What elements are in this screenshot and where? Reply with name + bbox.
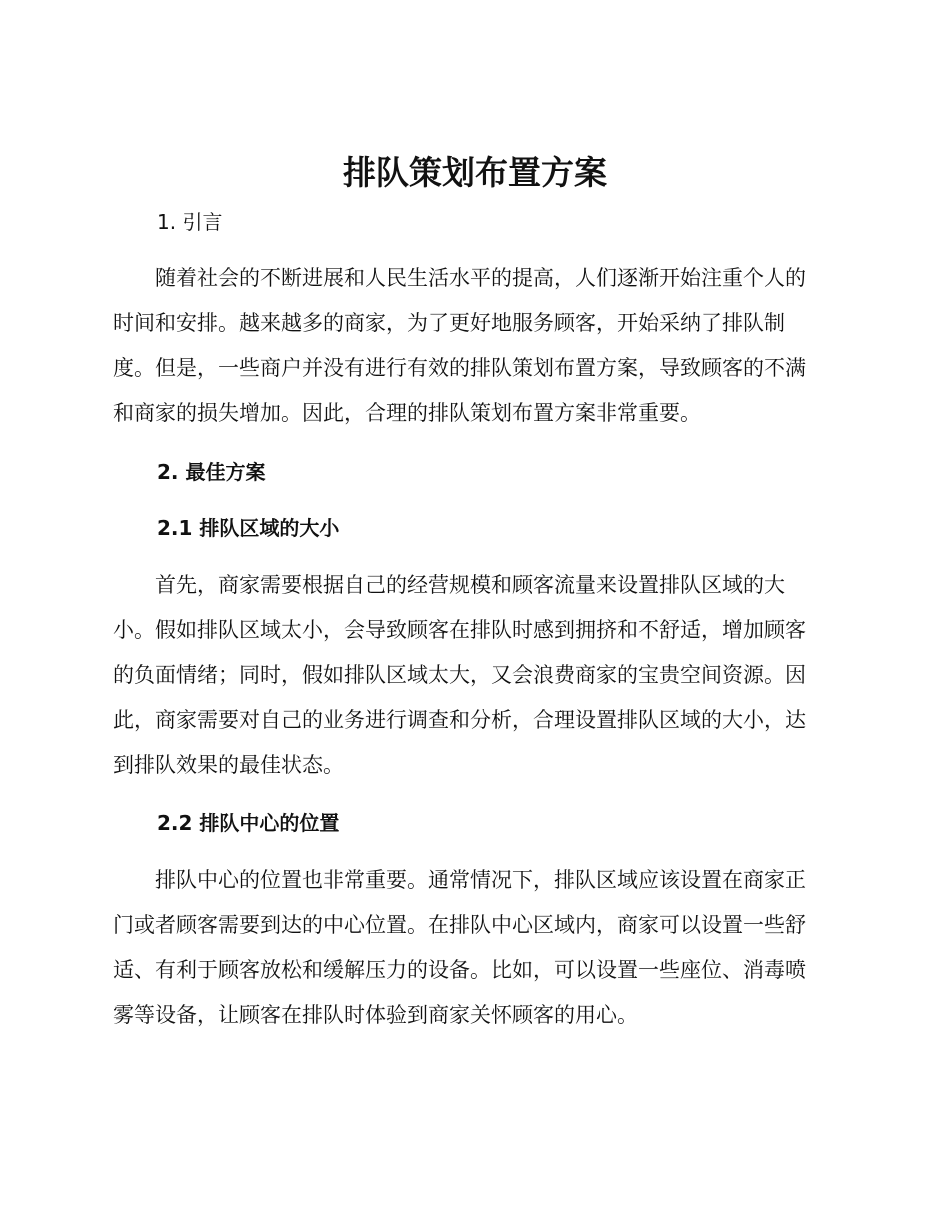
paragraph-line: 时间和安排。越来越多的商家，为了更好地服务顾客，开始采纳了排队制 <box>113 311 785 335</box>
paragraph-line: 首先，商家需要根据自己的经营规模和顾客流量来设置排队区域的大 <box>113 573 785 597</box>
paragraph-queue-center <box>113 858 829 1038</box>
paragraph-line: 度。但是，一些商户并没有进行有效的排队策划布置方案，导致顾客的不满 <box>113 356 806 380</box>
paragraph-line: 到排队效果的最佳状态。 <box>113 753 344 777</box>
document-title: 排队策划布置方案 <box>343 153 607 192</box>
paragraph-line: 此，商家需要对自己的业务进行调查和分析，合理设置排队区域的大小，达 <box>113 708 806 732</box>
subsection-heading-queue-size: 2.1 排队区域的大小 <box>157 516 340 540</box>
paragraph-line: 门或者顾客需要到达的中心位置。在排队中心区域内，商家可以设置一些舒 <box>113 913 806 937</box>
paragraph-queue-size <box>113 563 829 788</box>
paragraph-line: 适、有利于顾客放松和缓解压力的设备。比如，可以设置一些座位、消毒喷 <box>113 958 806 982</box>
paragraph-intro <box>113 256 829 436</box>
paragraph-line: 小。假如排队区域太小，会导致顾客在排队时感到拥挤和不舒适，增加顾客 <box>113 618 806 642</box>
paragraph-line: 雾等设备，让顾客在排队时体验到商家关怀顾客的用心。 <box>113 1003 638 1027</box>
subsection-heading-queue-center: 2.2 排队中心的位置 <box>157 811 340 835</box>
paragraph-line: 排队中心的位置也非常重要。通常情况下，排队区域应该设置在商家正 <box>113 868 806 892</box>
paragraph-line: 随着社会的不断进展和人民生活水平的提高，人们逐渐开始注重个人的 <box>113 266 806 290</box>
section-heading-intro: 1. 引言 <box>157 210 223 234</box>
section-heading-best-plan: 2. 最佳方案 <box>157 460 266 484</box>
paragraph-line: 的负面情绪；同时，假如排队区域太大，又会浪费商家的宝贵空间资源。因 <box>113 663 806 687</box>
paragraph-line: 和商家的损失增加。因此，合理的排队策划布置方案非常重要。 <box>113 401 701 425</box>
